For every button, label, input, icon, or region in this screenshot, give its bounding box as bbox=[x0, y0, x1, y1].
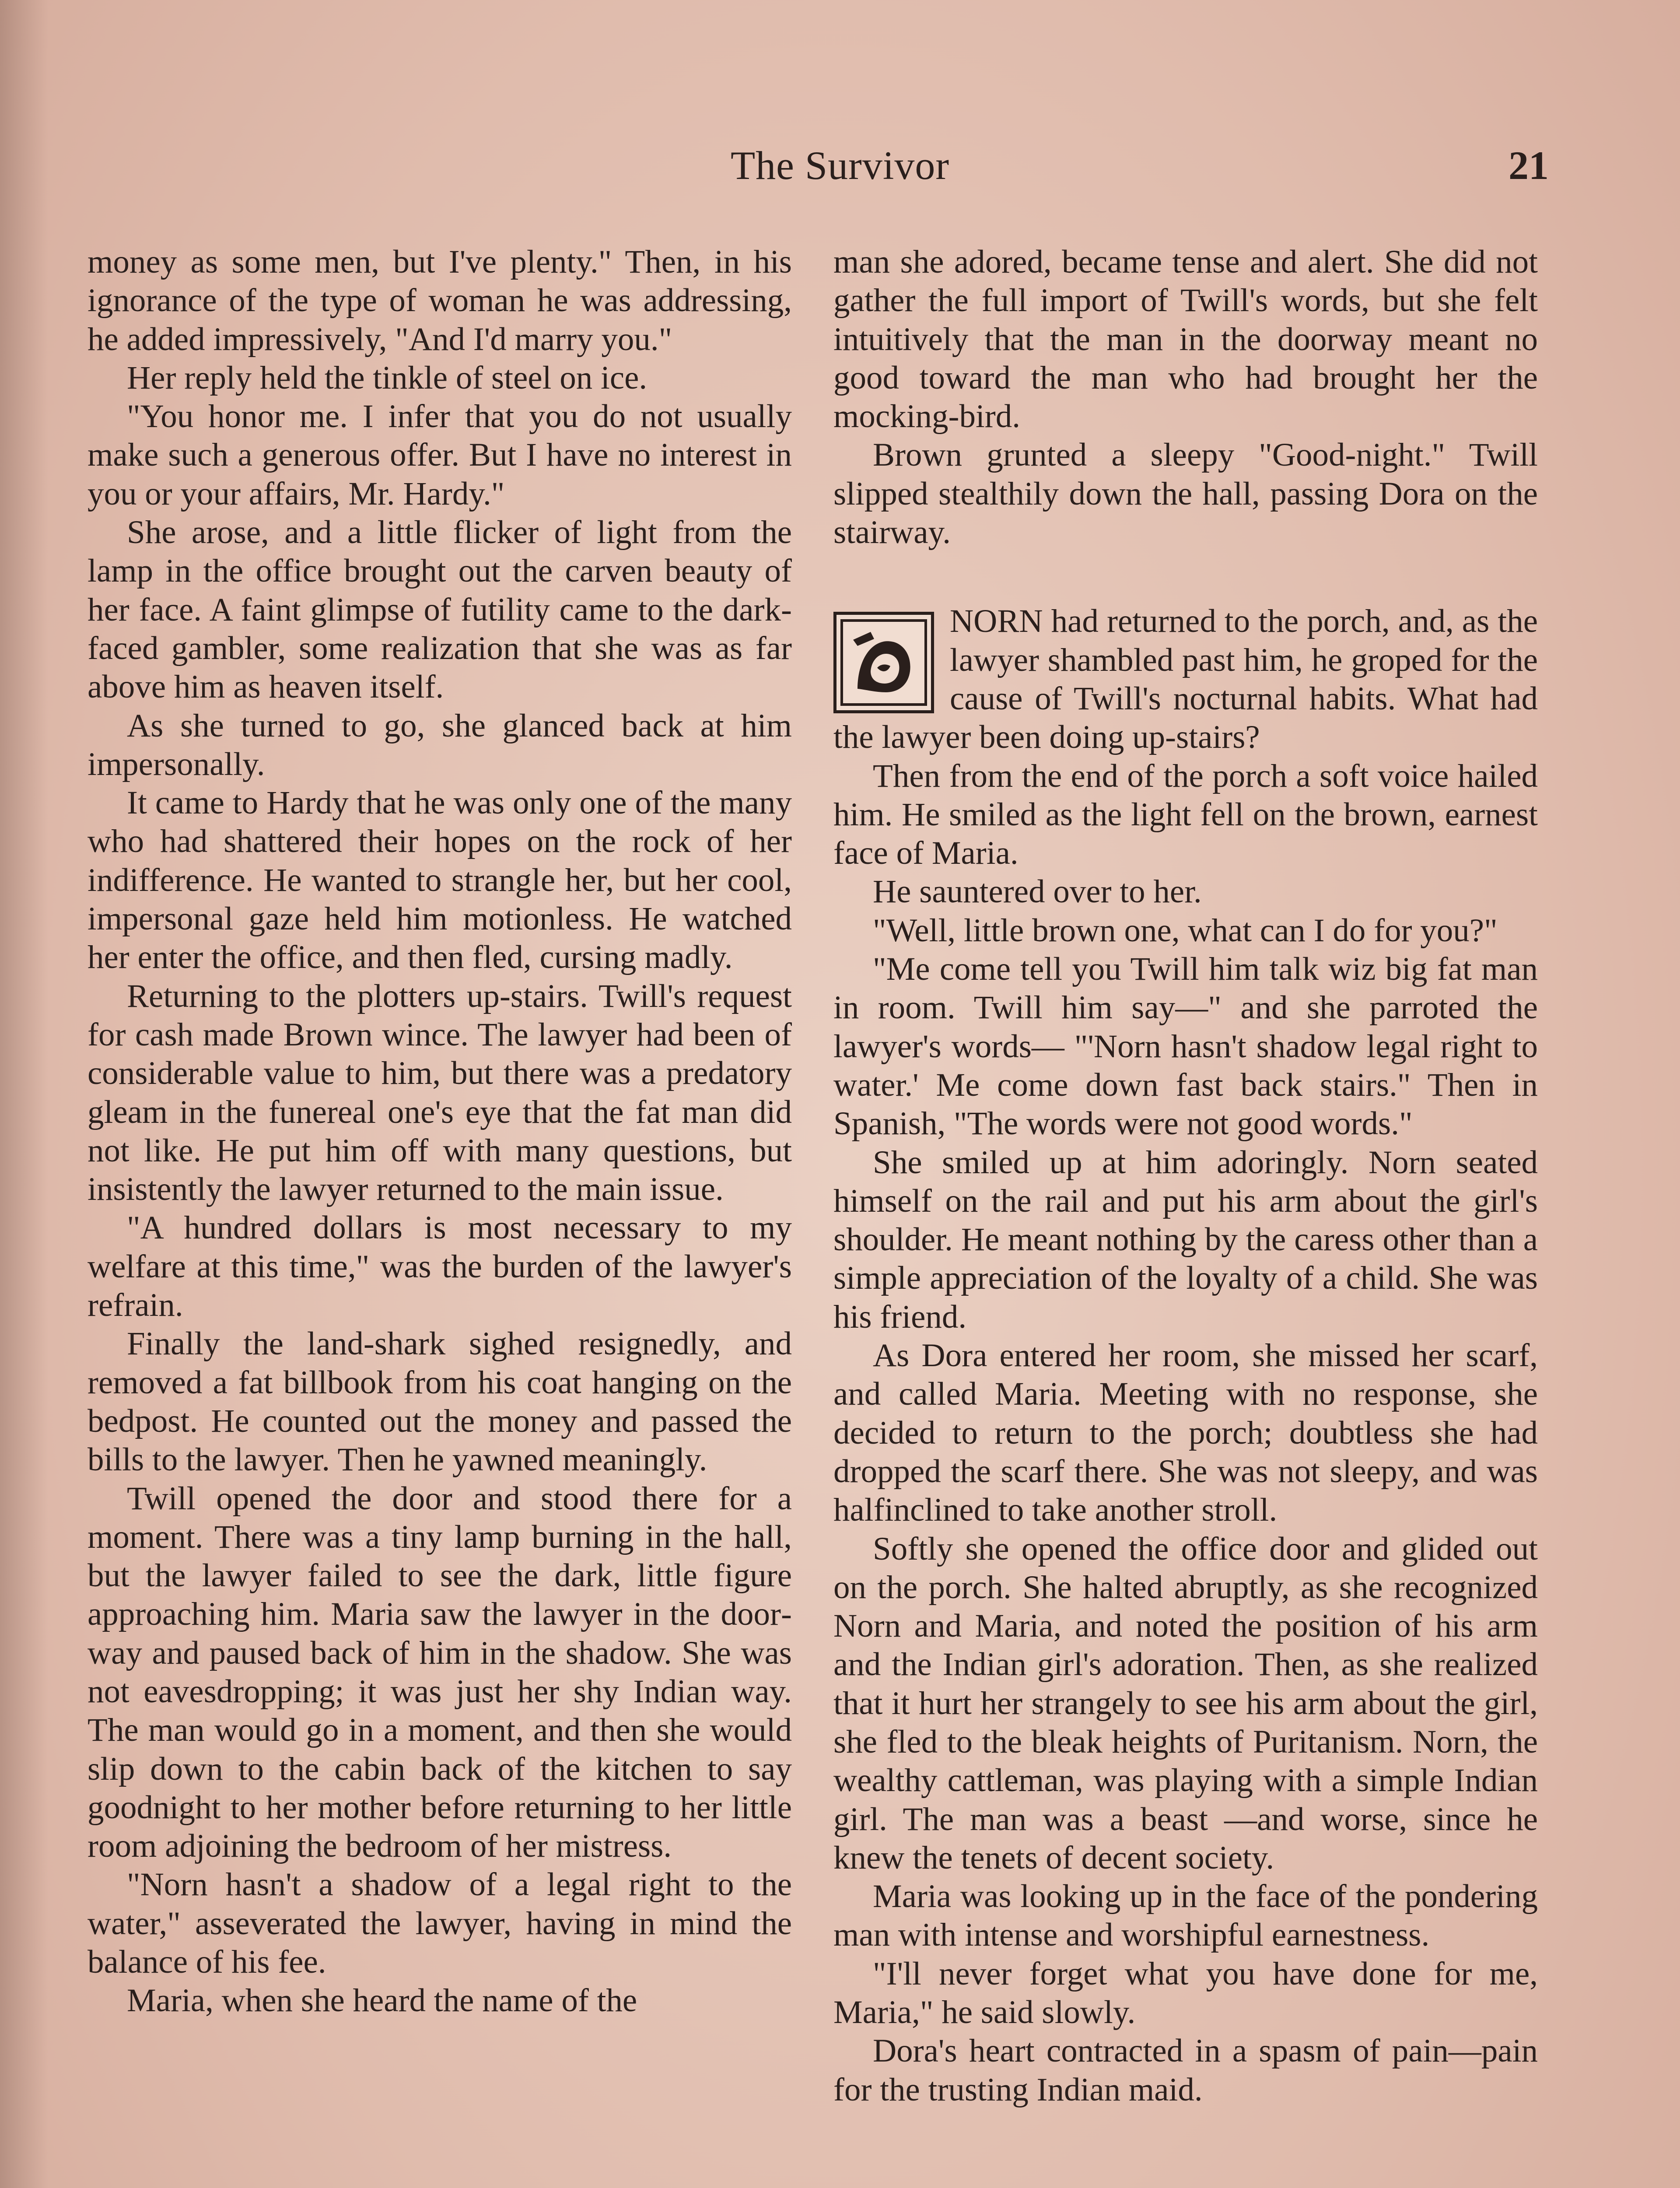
paragraph: It came to Hardy that he was only one of the many who had shattered their hopes on the rock of her indifference. He wanted to strangle her, but her cool, impersonal gaze held him motionless. He watched her enter the office, and then fled, cursing madly. bbox=[88, 785, 792, 976]
section-start-paragraph bbox=[833, 602, 1538, 757]
paragraph: Maria, when she heard the name of the bbox=[127, 1982, 637, 2019]
paragraph: "Norn hasn't a shadow of a legal right to the water," asseverated the lawyer, having in mind the balance of his fee. bbox=[88, 1866, 792, 1981]
paragraph-text: NORN had returned to the porch, and, as the lawyer shambled past him, he groped for the cause of Twill's nocturnal habits. What had the lawyer been doing up-stairs? bbox=[833, 603, 1538, 756]
right-column bbox=[833, 243, 1538, 2109]
paragraph: He sauntered over to her. bbox=[873, 873, 1202, 910]
paragraph: "A hundred dollars is most necessary to my welfare at this time," was the burden of the lawyer's refrain. bbox=[88, 1210, 792, 1324]
paragraph: Brown grunted a sleepy "Good-night." Twill slipped stealthily down the hall, passing Dora on the stairway. bbox=[833, 437, 1538, 551]
paragraph: As she turned to go, she glanced back at him impersonally. bbox=[88, 707, 792, 782]
paragraph: Returning to the plotters up-stairs. Twill's request for cash made Brown wince. The lawyer had been of considerable value to him, but there was a predatory gleam in the funereal one's eye that the fat man did not like. He put him off with many questions, but insistently the lawyer returned to the main issue. bbox=[88, 978, 792, 1208]
running-header-title: The Survivor bbox=[730, 143, 950, 188]
paragraph: Dora's heart contracted in a spasm of pain—pain for the trusting Indian maid. bbox=[833, 2033, 1538, 2108]
page-number: 21 bbox=[1508, 143, 1549, 188]
paragraph: She smiled up at him adoringly. Norn seated himself on the rail and put his arm about the girl's shoulder. He meant nothing by the caress other than a simple appreciation of the loyalty of a child. She was his friend. bbox=[833, 1144, 1538, 1335]
paragraph: "Me come tell you Twill him talk wiz big fat man in room. Twill him say—" and she parroted the lawyer's words— "'Norn hasn't shadow legal right to water.' Me come down fast back stairs." Then in Spanish, "The words were not good words." bbox=[833, 951, 1538, 1142]
paragraph: Her reply held the tinkle of steel on ice. bbox=[127, 359, 648, 396]
paragraph: money as some men, but I've plenty." Then, in his ignorance of the type of woman he was addressing, he added impressively, "And I'd marry you." bbox=[88, 244, 792, 358]
paragraph: "Well, little brown one, what can I do for you?" bbox=[873, 912, 1498, 949]
paragraph: Then from the end of the porch a soft voice hailed him. He smiled as the light fell on the brown, earnest face of Maria. bbox=[833, 757, 1538, 872]
page-edge-shadow bbox=[0, 0, 48, 2188]
paragraph: Finally the land-shark sighed resignedly, and removed a fat billbook from his coat hanging on the bedpost. He counted out the money and passed the bills to the lawyer. Then he yawned meaningly. bbox=[88, 1325, 792, 1478]
decorative-dropcap-icon bbox=[833, 612, 934, 713]
paragraph: Maria was looking up in the face of the pondering man with intense and worshipful earnestness. bbox=[833, 1878, 1538, 1953]
paragraph: As Dora entered her room, she missed her scarf, and called Maria. Meeting with no response, she decided to return to the porch; doubtless she had dropped the scarf there. She was not sleepy, and was halfinclined to take another stroll. bbox=[833, 1337, 1538, 1529]
paragraph: "You honor me. I infer that you do not usually make such a generous offer. But I have no interest in you or your affairs, Mr. Hardy." bbox=[88, 398, 792, 512]
paragraph: Softly she opened the office door and glided out on the porch. She halted abruptly, as she recognized Norn and Maria, and noted the position of his arm and the Indian girl's adoration. Then, as she realized that it hurt her strangely to see his arm about the girl, she fled to the bleak heights of Puritanism. Norn, the wealthy cattleman, was playing with a simple Indian girl. The man was a beast —and worse, since he knew the tenets of decent society. bbox=[833, 1530, 1538, 1876]
paragraph: She arose, and a little flicker of light from the lamp in the office brought out the carven beauty of her face. A faint glimpse of futility came to the dark-faced gambler, some realization that she was as far above him as heaven itself. bbox=[88, 514, 792, 705]
paragraph: man she adored, became tense and alert. She did not gather the full import of Twill's words, but she felt intuitively that the man in the doorway meant no good toward the man who had brought her the mocking-bird. bbox=[833, 244, 1538, 435]
left-column bbox=[88, 243, 792, 2020]
paragraph: "I'll never forget what you have done for me, Maria," he said slowly. bbox=[833, 1955, 1538, 2031]
paragraph: Twill opened the door and stood there for a moment. There was a tiny lamp burning in the hall, but the lawyer failed to see the dark, little figure approaching him. Maria saw the lawyer in the doorway and paused back of him in the shadow. She was not eavesdropping; it was just her shy Indian way. The man would go in a moment, and then she would slip down to the cabin back of the kitchen to say goodnight to her mother before returning to her little room adjoining the bedroom of her mistress. bbox=[88, 1480, 792, 1865]
